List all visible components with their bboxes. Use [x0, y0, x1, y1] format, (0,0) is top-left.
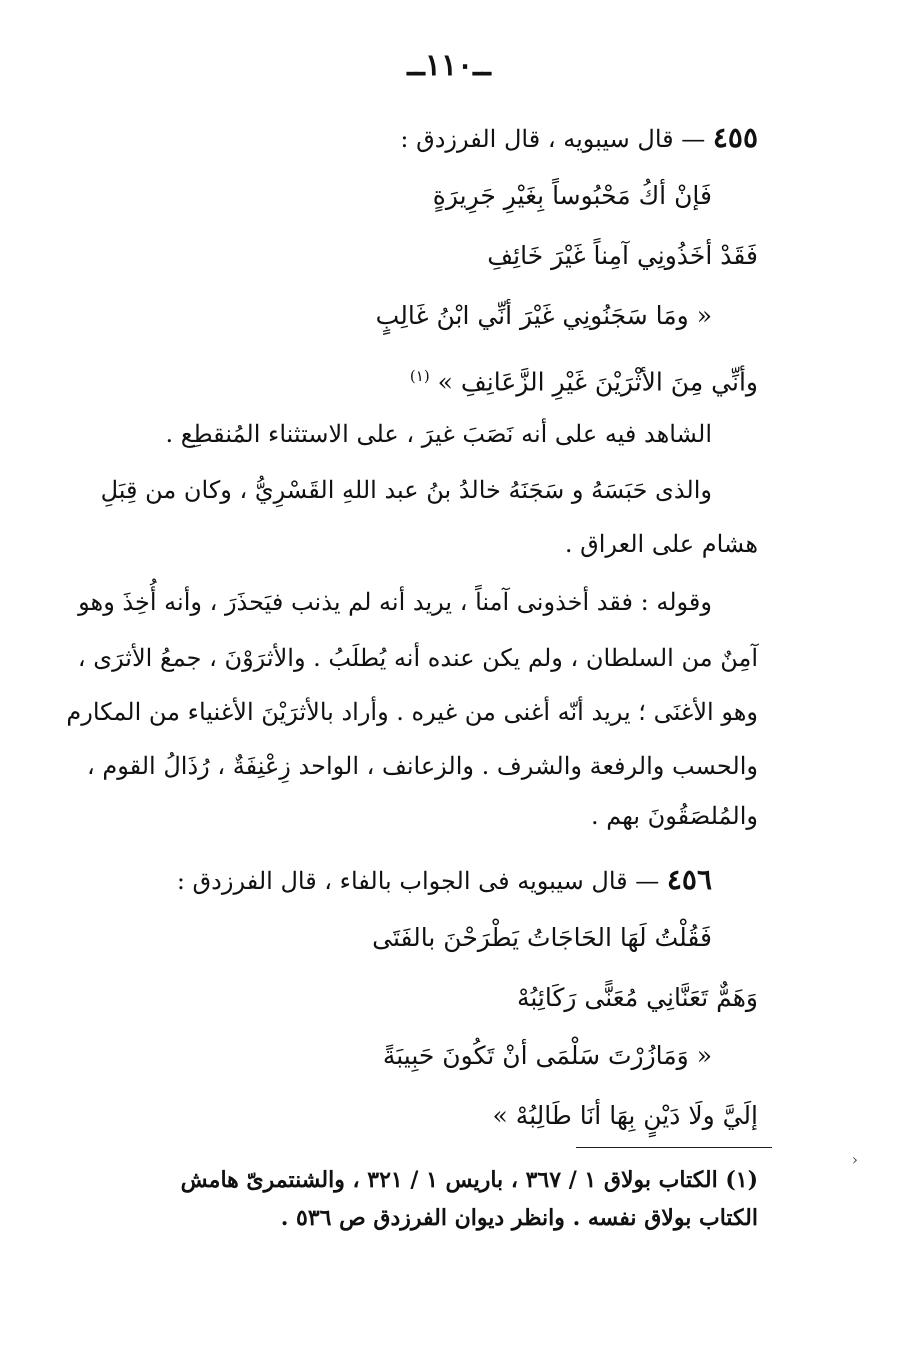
verse-line: فَإنْ أكُ مَحْبُوساً بِغَيْرِ جَرِيرَةٍ: [432, 181, 712, 210]
margin-mark: ›: [851, 1150, 858, 1169]
verse-line: « ومَا سَجَنُونِي غَيْرَ أنِّي ابْنُ غَالِبٍ: [375, 301, 712, 330]
page-number: ــ١١٠ــ: [407, 48, 491, 83]
footnote-line: الكتاب بولاق نفسه . وانظر ديوان الفرزدق ص ٥٣٦ .: [280, 1205, 758, 1231]
verse-line: وَهَمٌّ تَعَنَّانِي مُعَنًّى رَكَائِبُهْ: [516, 983, 758, 1012]
commentary-line: والمُلصَقُونَ بهم .: [591, 802, 758, 830]
entry-455-heading: [400, 118, 758, 159]
commentary-line: وقوله : فقد أخذونى آمناً ، يريد أنه لم يذنب فيَحذَرَ ، وأنه أُخِذَ وهو: [78, 588, 712, 616]
commentary-line: آمِنٌ من السلطان ، ولم يكن عنده أنه يُطلَبُ . والأثرَوْنَ ، جمعُ الأثرَى ،: [77, 644, 758, 672]
commentary-line: والذى حَبَسَهُ و سَجَنَهُ خالدُ بنُ عبد اللهِ القَسْرِيُّ ، وكان من قِبَلِ: [100, 476, 712, 504]
footnote-divider: [576, 1147, 772, 1148]
footnote-marker: (١): [409, 367, 430, 385]
entry-intro: — قال سيبويه ، قال الفرزدق :: [400, 125, 706, 153]
footnote-line: (١) الكتاب بولاق ١ / ٣٦٧ ، باريس ١ / ٣٢١ ، والشنتمرىّ هامش: [180, 1167, 758, 1193]
entry-number: ٤٥٦: [666, 863, 712, 896]
verse-line: [410, 356, 758, 402]
verse-line: فَقُلْتُ لَهَا الحَاجَاتُ يَطْرَحْنَ بالفَتَى: [372, 923, 712, 952]
commentary-line: والحسب والرفعة والشرف . والزعانف ، الواحد زِعْنِفَةٌ ، رُذَالُ القوم ،: [86, 752, 758, 780]
commentary-line: هشام على العراق .: [564, 530, 758, 558]
verse-line: إلَيَّ ولَا دَيْنٍ بِهَا أنَا طَالِبُهْ »: [492, 1101, 758, 1130]
entry-number: ٤٥٥: [712, 121, 758, 154]
commentary-line: وهو الأغنَى ؛ يريد أنّه أغنى من غيره . وأراد بالأثرَيْنَ الأغنياء من المكارم: [66, 698, 758, 726]
commentary-line: الشاهد فيه على أنه نَصَبَ غيرَ ، على الاستثناء المُنقطِع .: [165, 420, 712, 448]
verse-line: فَقَدْ أخَذُونِي آمِناً غَيْرَ خَائِفِ: [487, 241, 758, 270]
entry-intro: — قال سيبويه فى الجواب بالفاء ، قال الفرزدق :: [176, 867, 660, 895]
entry-456-heading: [177, 860, 712, 901]
verse-line: « وَمَازُرْتَ سَلْمَى أنْ تَكُونَ حَبِيبَةً: [382, 1041, 712, 1070]
verse-text: وأنِّي مِنَ الأثْرَيْنَ غَيْرِ الزَّعَانِفِ »: [437, 367, 758, 397]
